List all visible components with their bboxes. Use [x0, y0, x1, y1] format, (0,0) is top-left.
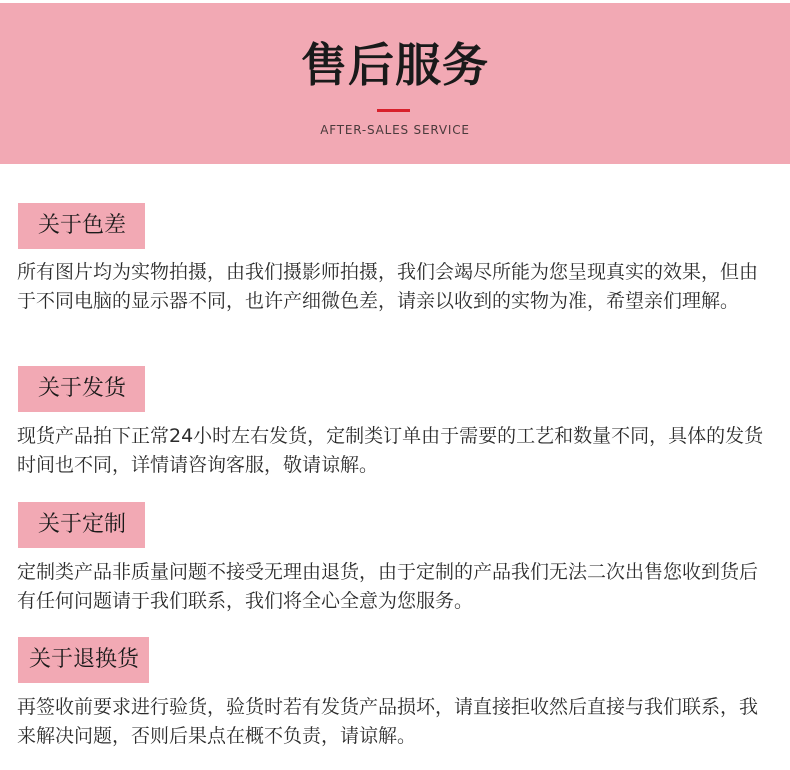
page-title: 售后服务: [301, 38, 489, 92]
section-text-shipping: 现货产品拍下正常24小时左右发货，定制类订单由于需要的工艺和数量不同，具体的发货时间也不同，详情请咨询客服，敬请谅解。: [17, 425, 764, 476]
page-subtitle: AFTER-SALES SERVICE: [320, 123, 470, 137]
section-label-color-difference: 关于色差: [18, 203, 145, 249]
section-label-returns: 关于退换货: [18, 637, 149, 683]
header-banner: [0, 3, 790, 164]
title-divider: [377, 109, 410, 112]
section-label-shipping: 关于发货: [18, 366, 145, 412]
section-text-customization: 定制类产品非质量问题不接受无理由退货，由于定制的产品我们无法二次出售您收到货后有任何问题请于我们联系，我们将全心全意为您服务。: [17, 561, 759, 612]
section-text-color-difference: 所有图片均为实物拍摄，由我们摄影师拍摄，我们会竭尽所能为您呈现真实的效果，但由于不同电脑的显示器不同，也许产细微色差，请亲以收到的实物为准，希望亲们理解。: [17, 261, 759, 312]
section-text-returns: 再签收前要求进行验货，验货时若有发货产品损坏，请直接拒收然后直接与我们联系，我来解决问题，否则后果点在概不负责，请谅解。: [17, 696, 759, 747]
section-label-customization: 关于定制: [18, 502, 145, 548]
